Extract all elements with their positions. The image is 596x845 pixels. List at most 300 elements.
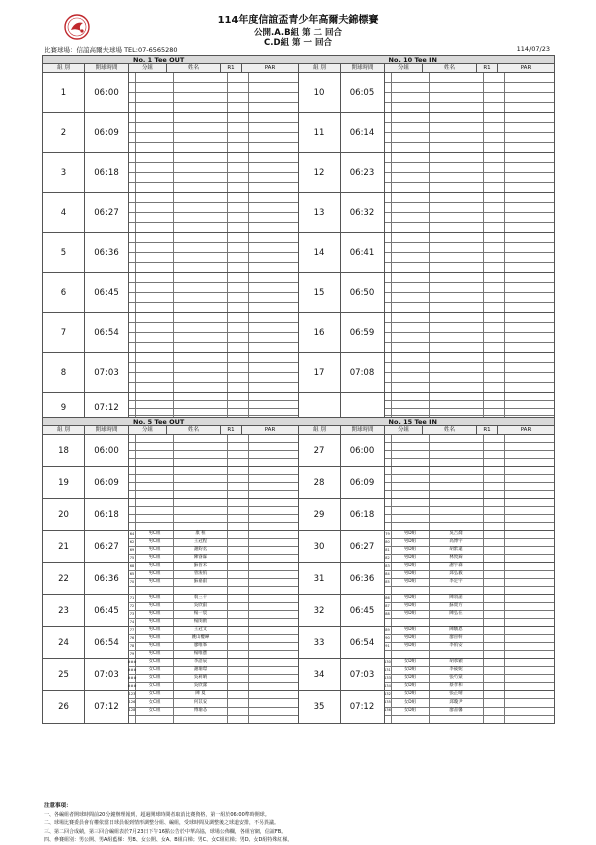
r1-score-cell [228, 303, 249, 312]
player-id: 135 [385, 699, 392, 706]
player-id [385, 83, 392, 92]
player-name [430, 223, 484, 232]
player-row [129, 303, 298, 312]
r1-score-cell [228, 183, 249, 192]
player-division [392, 173, 430, 182]
col-header-name: 姓名 [167, 426, 221, 434]
player-name [430, 587, 484, 594]
r1-score-cell [484, 103, 505, 112]
par-cell [505, 213, 555, 222]
tee-group [299, 273, 555, 313]
group-number: 17 [299, 353, 341, 392]
r1-score-cell [484, 243, 505, 252]
player-division [392, 363, 430, 372]
player-id: 90 [385, 635, 392, 642]
player-division [136, 587, 174, 594]
player-division [392, 303, 430, 312]
player-name [174, 83, 228, 92]
player-name [430, 93, 484, 102]
player-name: 康 桓 [174, 531, 228, 538]
player-name [430, 213, 484, 222]
player-row [129, 113, 298, 123]
tee-time: 06:50 [341, 273, 385, 312]
player-division [392, 401, 430, 408]
player-name: 廖唯峯 [174, 643, 228, 650]
group-number: 8 [43, 353, 85, 392]
col-header-name: 姓名 [167, 64, 221, 72]
player-id [129, 223, 136, 232]
player-division [136, 143, 174, 152]
player-name [430, 435, 484, 442]
tee-label: No. 5 Tee OUT [133, 418, 185, 426]
group-number: 23 [43, 595, 85, 626]
player-id: 74 [129, 619, 136, 626]
player-row [129, 213, 298, 223]
player-id: 80 [385, 539, 392, 546]
par-cell [249, 73, 298, 82]
player-name [174, 435, 228, 442]
player-id: 62 [129, 539, 136, 546]
player-id [385, 587, 392, 594]
player-division [392, 183, 430, 192]
player-name [174, 333, 228, 342]
player-id [385, 343, 392, 352]
player-division [136, 313, 174, 322]
player-id [129, 253, 136, 262]
player-id [129, 333, 136, 342]
par-cell [249, 491, 298, 498]
r1-score-cell [484, 223, 505, 232]
player-id: 88 [385, 611, 392, 618]
col-header-r1: R1 [477, 426, 498, 434]
player-division [392, 499, 430, 506]
player-name [430, 183, 484, 192]
player-name [174, 103, 228, 112]
player-id [385, 153, 392, 162]
player-id: 91 [385, 643, 392, 650]
player-row [129, 233, 298, 243]
par-cell [249, 409, 298, 416]
player-id [385, 323, 392, 332]
player-division [136, 273, 174, 282]
r1-score-cell [228, 651, 249, 658]
player-id [129, 323, 136, 332]
player-row [385, 343, 555, 352]
player-name [174, 383, 228, 392]
player-division [136, 459, 174, 466]
player-row [129, 73, 298, 83]
tee-group [43, 435, 298, 467]
tee-time: 07:08 [341, 353, 385, 392]
player-row [385, 303, 555, 312]
r1-score-cell [228, 579, 249, 586]
left-tee-column [43, 435, 299, 723]
r1-score-cell [228, 683, 249, 690]
player-row [129, 691, 298, 699]
player-name: 李語辰 [174, 659, 228, 666]
player-row [385, 475, 555, 483]
player-division [136, 73, 174, 82]
player-row [129, 699, 298, 707]
player-row [385, 233, 555, 243]
r1-score-cell [228, 515, 249, 522]
par-cell [249, 183, 298, 192]
player-row [129, 667, 298, 675]
player-id [129, 153, 136, 162]
tee-label: No. 15 Tee IN [388, 418, 437, 426]
player-name [430, 273, 484, 282]
player-list [129, 467, 298, 498]
player-row [385, 223, 555, 232]
player-division [392, 233, 430, 242]
par-cell [249, 627, 298, 634]
player-row [129, 483, 298, 491]
tee-time: 06:18 [85, 499, 129, 530]
par-cell [505, 627, 555, 634]
player-name [430, 313, 484, 322]
player-id [385, 499, 392, 506]
player-id [129, 515, 136, 522]
tee-time: 06:09 [85, 113, 129, 152]
player-name [430, 401, 484, 408]
player-name [430, 475, 484, 482]
player-name [430, 103, 484, 112]
r1-score-cell [484, 409, 505, 416]
player-row [129, 499, 298, 507]
player-name [174, 303, 228, 312]
player-id: 69 [129, 547, 136, 554]
par-cell [505, 491, 555, 498]
player-name [430, 393, 484, 400]
round-info-1: 公開.A.B組 第 二 回合 [253, 28, 343, 38]
player-id [129, 233, 136, 242]
player-division [136, 303, 174, 312]
player-row [129, 183, 298, 192]
player-name [430, 113, 484, 122]
notes-title: 注意事項： [44, 803, 72, 809]
player-id [385, 253, 392, 262]
player-division [136, 203, 174, 212]
player-division: 男C組 [136, 555, 174, 562]
tee-time: 06:18 [341, 499, 385, 530]
player-id [385, 459, 392, 466]
player-division: 女C組 [136, 683, 174, 690]
player-division [392, 93, 430, 102]
player-name [174, 193, 228, 202]
group-number: 13 [299, 193, 341, 232]
player-id [129, 243, 136, 252]
r1-score-cell [484, 611, 505, 618]
player-id [385, 383, 392, 392]
player-division [392, 475, 430, 482]
player-list [129, 595, 298, 626]
player-division [136, 163, 174, 172]
par-cell [249, 579, 298, 586]
player-list [385, 193, 555, 232]
player-division [136, 133, 174, 142]
player-name [174, 343, 228, 352]
player-row [129, 393, 298, 401]
tee-time: 06:00 [85, 73, 129, 112]
par-cell [249, 223, 298, 232]
note-line: 一、各編組者開球時間前20分鐘辦理報到，超過開球時間者取消比賽資格，第一組於06:00準時開球。 [44, 811, 270, 818]
player-division [392, 353, 430, 362]
r1-score-cell [228, 587, 249, 594]
player-row [129, 523, 298, 530]
player-division [392, 467, 430, 474]
player-id [129, 123, 136, 132]
player-id [129, 451, 136, 458]
r1-score-cell [228, 233, 249, 242]
player-name: 陳弘在 [430, 611, 484, 618]
r1-score-cell [484, 667, 505, 674]
player-row [129, 659, 298, 667]
r1-score-cell [484, 283, 505, 292]
par-cell [249, 173, 298, 182]
tee-time: 06:45 [85, 273, 129, 312]
player-row [129, 555, 298, 562]
player-row [385, 293, 555, 303]
player-id [385, 443, 392, 450]
r1-score-cell [228, 203, 249, 212]
par-cell [249, 515, 298, 522]
player-row [129, 203, 298, 213]
player-name [430, 283, 484, 292]
par-cell [505, 651, 555, 658]
r1-score-cell [484, 383, 505, 392]
player-list [129, 193, 298, 232]
player-row [129, 595, 298, 603]
player-list [129, 353, 298, 392]
player-row [385, 708, 555, 716]
player-row [129, 443, 298, 451]
tee-header-bar [42, 417, 555, 426]
r1-score-cell [228, 563, 249, 570]
tee-group [299, 233, 555, 273]
player-row [385, 643, 555, 651]
player-division [392, 343, 430, 352]
tee-group [43, 627, 298, 659]
par-cell [505, 659, 555, 666]
tee-time: 07:03 [85, 353, 129, 392]
r1-score-cell [228, 483, 249, 490]
player-division [136, 263, 174, 272]
player-division [136, 523, 174, 530]
par-cell [505, 451, 555, 458]
player-name [174, 393, 228, 400]
par-cell [249, 675, 298, 682]
player-division [392, 313, 430, 322]
group-number: 3 [43, 153, 85, 192]
par-cell [249, 643, 298, 650]
player-row [385, 539, 555, 547]
r1-score-cell [228, 459, 249, 466]
col-header-tee-time: 開球時間 [85, 64, 129, 72]
player-id: 134 [385, 683, 392, 690]
r1-score-cell [228, 173, 249, 182]
player-name [430, 153, 484, 162]
tee-group [43, 233, 298, 273]
r1-score-cell [484, 491, 505, 498]
player-row [385, 547, 555, 555]
player-division [392, 283, 430, 292]
player-division [392, 143, 430, 152]
par-cell [505, 539, 555, 546]
player-division [136, 193, 174, 202]
player-id [385, 193, 392, 202]
r1-score-cell [228, 283, 249, 292]
player-name: 蘇晉禾 [174, 563, 228, 570]
tee-time: 06:36 [85, 563, 129, 594]
group-number: 12 [299, 153, 341, 192]
player-name [174, 523, 228, 530]
player-name [174, 93, 228, 102]
player-division [136, 103, 174, 112]
player-division [392, 223, 430, 232]
r1-score-cell [228, 373, 249, 382]
tee-group [43, 499, 298, 531]
player-id [385, 401, 392, 408]
player-name: 楊唯寶 [174, 651, 228, 658]
tee-time: 06:54 [85, 627, 129, 658]
player-name [174, 133, 228, 142]
player-row [129, 373, 298, 383]
player-name: 廖晉軒 [430, 635, 484, 642]
player-row [129, 459, 298, 466]
tee-group [299, 435, 555, 467]
par-cell [505, 459, 555, 466]
r1-score-cell [228, 716, 249, 723]
par-cell [249, 499, 298, 506]
player-name [430, 303, 484, 312]
player-name: 曾浚侑 [174, 571, 228, 578]
player-row [129, 451, 298, 459]
player-id: ### [129, 683, 136, 690]
player-row [129, 163, 298, 173]
r1-score-cell [484, 443, 505, 450]
r1-score-cell [484, 203, 505, 212]
player-row [129, 263, 298, 272]
player-row [385, 401, 555, 409]
player-list [129, 499, 298, 530]
player-id [129, 491, 136, 498]
group-number: 33 [299, 627, 341, 658]
player-division [136, 113, 174, 122]
player-id [385, 483, 392, 490]
player-id [385, 451, 392, 458]
player-id [385, 173, 392, 182]
par-cell [249, 539, 298, 546]
player-id [129, 93, 136, 102]
player-name [430, 73, 484, 82]
r1-score-cell [484, 571, 505, 578]
par-cell [505, 253, 555, 262]
r1-score-cell [228, 293, 249, 302]
par-cell [249, 293, 298, 302]
tee-sheet-section-2 [42, 417, 555, 724]
player-list [385, 313, 555, 352]
r1-score-cell [228, 708, 249, 715]
par-cell [249, 667, 298, 674]
player-division: 男C組 [136, 627, 174, 634]
tee-time: 06:36 [85, 233, 129, 272]
r1-score-cell [484, 515, 505, 522]
par-cell [505, 313, 555, 322]
par-cell [249, 343, 298, 352]
player-name [430, 499, 484, 506]
player-row [385, 263, 555, 272]
tee-time: 07:03 [85, 659, 129, 690]
player-id [129, 173, 136, 182]
player-division [392, 333, 430, 342]
player-division [136, 353, 174, 362]
group-number: 6 [43, 273, 85, 312]
player-name: 李筱妮 [430, 667, 484, 674]
col-header-r1: R1 [477, 64, 498, 72]
tee-time: 07:12 [85, 393, 129, 423]
player-division [136, 213, 174, 222]
r1-score-cell [228, 103, 249, 112]
player-division: 女C組 [136, 691, 174, 698]
player-name [430, 451, 484, 458]
r1-score-cell [484, 499, 505, 506]
tee-time: 07:12 [341, 691, 385, 723]
player-name [174, 73, 228, 82]
r1-score-cell [484, 143, 505, 152]
player-name [430, 343, 484, 352]
r1-score-cell [228, 539, 249, 546]
r1-score-cell [228, 323, 249, 332]
player-division [136, 491, 174, 498]
player-division: 男C組 [136, 595, 174, 602]
tee-time: 06:54 [341, 627, 385, 658]
player-id [385, 143, 392, 152]
group-number: 7 [43, 313, 85, 352]
player-list [385, 563, 555, 594]
player-name: 吳吉喬 [430, 531, 484, 538]
r1-score-cell [228, 353, 249, 362]
player-name [174, 233, 228, 242]
par-cell [505, 183, 555, 192]
player-name: 楊閔勛 [174, 619, 228, 626]
player-row [385, 587, 555, 594]
tee-group [43, 531, 298, 563]
par-cell [505, 587, 555, 594]
player-id [385, 133, 392, 142]
player-row [385, 499, 555, 507]
tee-label: No. 10 Tee IN [388, 56, 437, 64]
player-division [392, 243, 430, 252]
player-list [129, 153, 298, 192]
player-id [129, 113, 136, 122]
tee-time: 06:45 [85, 595, 129, 626]
player-row [385, 153, 555, 163]
player-division: 男C組 [136, 579, 174, 586]
player-name [174, 173, 228, 182]
player-name [174, 401, 228, 408]
player-division: 女D組 [392, 659, 430, 666]
r1-score-cell [228, 491, 249, 498]
player-name [174, 123, 228, 132]
player-division [392, 113, 430, 122]
player-row [385, 683, 555, 690]
r1-score-cell [484, 273, 505, 282]
group-number: 4 [43, 193, 85, 232]
player-row [385, 483, 555, 491]
col-header-tee-time: 開球時間 [341, 64, 385, 72]
player-division [136, 393, 174, 400]
player-id [385, 203, 392, 212]
